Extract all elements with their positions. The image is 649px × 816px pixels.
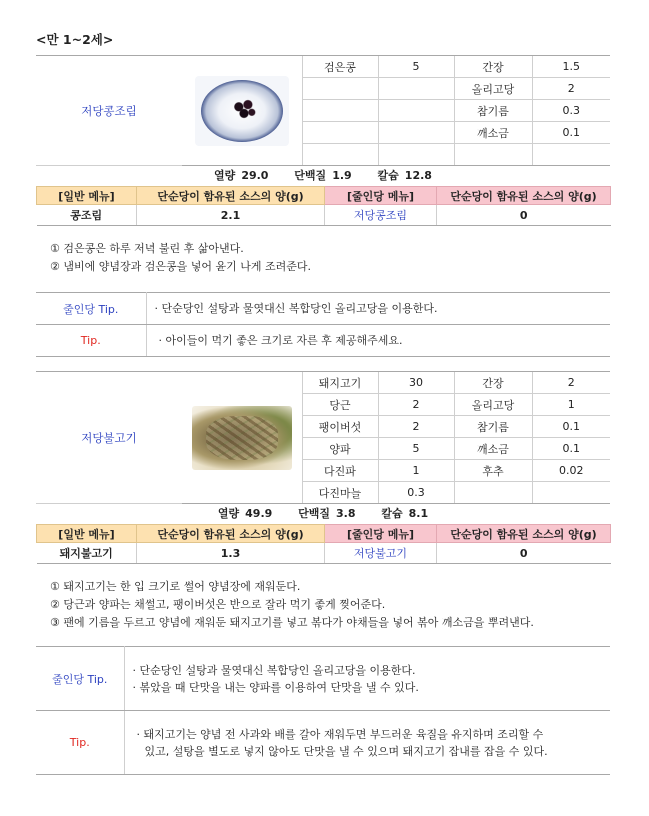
tip-label: Tip.	[36, 325, 146, 357]
recipe-name: 저당불고기	[36, 372, 182, 504]
ingredient-cell: 1.5	[532, 56, 610, 78]
ingredient-table	[36, 371, 610, 504]
ingredient-cell	[378, 100, 454, 122]
ingredient-cell: 2	[378, 416, 454, 438]
ingredient-cell	[378, 122, 454, 144]
ingredient-cell: 0.3	[532, 100, 610, 122]
ingredient-cell: 2	[532, 78, 610, 100]
menu-cell: 저당불고기	[325, 543, 437, 564]
ingredient-cell	[532, 144, 610, 166]
ingredient-cell: 5	[378, 438, 454, 460]
menu-comparison-table	[36, 524, 611, 564]
tips-table	[36, 646, 610, 775]
ingredient-table	[36, 55, 610, 166]
ingredient-cell	[302, 144, 378, 166]
recipe-section-beans	[36, 55, 610, 357]
nutrition-summary: 열량 49.9 단백질 3.8 칼슘 8.1	[217, 507, 429, 520]
tip-label: 줄인당 Tip.	[36, 293, 146, 325]
ingredient-cell: 1	[532, 394, 610, 416]
ingredient-cell: 올리고당	[454, 78, 532, 100]
menu-cell: 1.3	[137, 543, 325, 564]
ingredient-cell	[532, 482, 610, 504]
ingredient-cell	[302, 100, 378, 122]
recipe-section-bulgogi	[36, 371, 610, 775]
ingredient-cell	[302, 78, 378, 100]
ingredient-cell: 양파	[302, 438, 378, 460]
ingredient-cell	[378, 144, 454, 166]
ingredient-cell: 검은콩	[302, 56, 378, 78]
menu-header: 단순당이 함유된 소스의 양(g)	[137, 525, 325, 543]
ingredient-cell: 5	[378, 56, 454, 78]
tip-body: · 단순당인 설탕과 물엿대신 복합당인 올리고당을 이용한다.	[146, 293, 610, 325]
ingredient-cell: 0.1	[532, 438, 610, 460]
ingredient-cell: 다진파	[302, 460, 378, 482]
menu-cell: 돼지불고기	[37, 543, 137, 564]
ingredient-cell: 참기름	[454, 100, 532, 122]
ingredient-cell	[378, 78, 454, 100]
ingredient-cell: 간장	[454, 372, 532, 394]
ingredient-cell: 0.1	[532, 122, 610, 144]
ingredient-cell: 참기름	[454, 416, 532, 438]
cooking-steps	[36, 240, 610, 276]
ingredient-cell: 2	[378, 394, 454, 416]
ingredient-cell: 간장	[454, 56, 532, 78]
menu-cell: 콩조림	[37, 205, 137, 226]
tip-body: · 아이들이 먹기 좋은 크기로 자른 후 제공해주세요.	[146, 325, 610, 357]
ingredient-cell	[302, 122, 378, 144]
black-beans-photo	[195, 76, 289, 146]
step-line: ① 돼지고기는 한 입 크기로 썰어 양념장에 재워둔다.	[50, 580, 301, 593]
ingredient-cell: 0.1	[532, 416, 610, 438]
ingredient-cell: 당근	[302, 394, 378, 416]
nutrition-summary: 열량 29.0 단백질 1.9 칼슘 12.8	[214, 169, 432, 182]
tip-body: · 단순당인 설탕과 물엿대신 복합당인 올리고당을 이용한다. · 볶았을 때 단맛을 내는 양파를 이용하여 단맛을 낼 수 있다.	[124, 647, 610, 711]
ingredient-cell: 팽이버섯	[302, 416, 378, 438]
tips-table	[36, 292, 610, 357]
step-line: ② 냄비에 양념장과 검은콩을 넣어 윤기 나게 조려준다.	[50, 260, 311, 273]
step-line: ② 당근과 양파는 채썰고, 팽이버섯은 반으로 잘라 먹기 좋게 찢어준다.	[50, 598, 386, 611]
page-title: <만 1~2세>	[36, 32, 114, 47]
menu-comparison-table	[36, 186, 611, 226]
ingredient-cell: 후추	[454, 460, 532, 482]
menu-header: [일반 메뉴]	[37, 187, 137, 205]
ingredient-cell: 깨소금	[454, 122, 532, 144]
ingredient-cell	[454, 482, 532, 504]
recipe-photo	[182, 56, 302, 166]
menu-cell: 0	[437, 205, 611, 226]
step-line: ③ 팬에 기름을 두르고 양념에 재워둔 돼지고기를 넣고 볶다가 야채들을 넣어 볶아 깨소금을 뿌려낸다.	[50, 616, 534, 629]
step-line: ① 검은콩은 하루 저녁 불린 후 삶아낸다.	[50, 242, 244, 255]
ingredient-cell: 1	[378, 460, 454, 482]
menu-header: [줄인당 메뉴]	[325, 525, 437, 543]
ingredient-cell: 2	[532, 372, 610, 394]
bulgogi-photo	[192, 406, 292, 470]
menu-header: 단순당이 함유된 소스의 양(g)	[437, 525, 611, 543]
tip-body: · 돼지고기는 양념 전 사과와 배를 갈아 재워두면 부드러운 육질을 유지하며 조리할 수 있고, 설탕을 별도로 넣지 않아도 단맛을 낼 수 있으며 돼지고기 잡내를 잡을 수 있다.	[124, 711, 610, 775]
tip-label: 줄인당 Tip.	[36, 647, 124, 711]
ingredient-cell: 돼지고기	[302, 372, 378, 394]
menu-header: [일반 메뉴]	[37, 525, 137, 543]
recipe-photo	[182, 372, 302, 504]
cooking-steps	[36, 578, 610, 632]
menu-header: 단순당이 함유된 소스의 양(g)	[137, 187, 325, 205]
ingredient-cell: 깨소금	[454, 438, 532, 460]
menu-cell: 2.1	[137, 205, 325, 226]
ingredient-cell: 다진마늘	[302, 482, 378, 504]
tip-label: Tip.	[36, 711, 124, 775]
ingredient-cell: 올리고당	[454, 394, 532, 416]
menu-cell: 저당콩조림	[325, 205, 437, 226]
recipe-name: 저당콩조림	[36, 56, 182, 166]
menu-cell: 0	[437, 543, 611, 564]
menu-header: [줄인당 메뉴]	[325, 187, 437, 205]
ingredient-cell: 30	[378, 372, 454, 394]
ingredient-cell: 0.02	[532, 460, 610, 482]
menu-header: 단순당이 함유된 소스의 양(g)	[437, 187, 611, 205]
ingredient-cell	[454, 144, 532, 166]
ingredient-cell: 0.3	[378, 482, 454, 504]
